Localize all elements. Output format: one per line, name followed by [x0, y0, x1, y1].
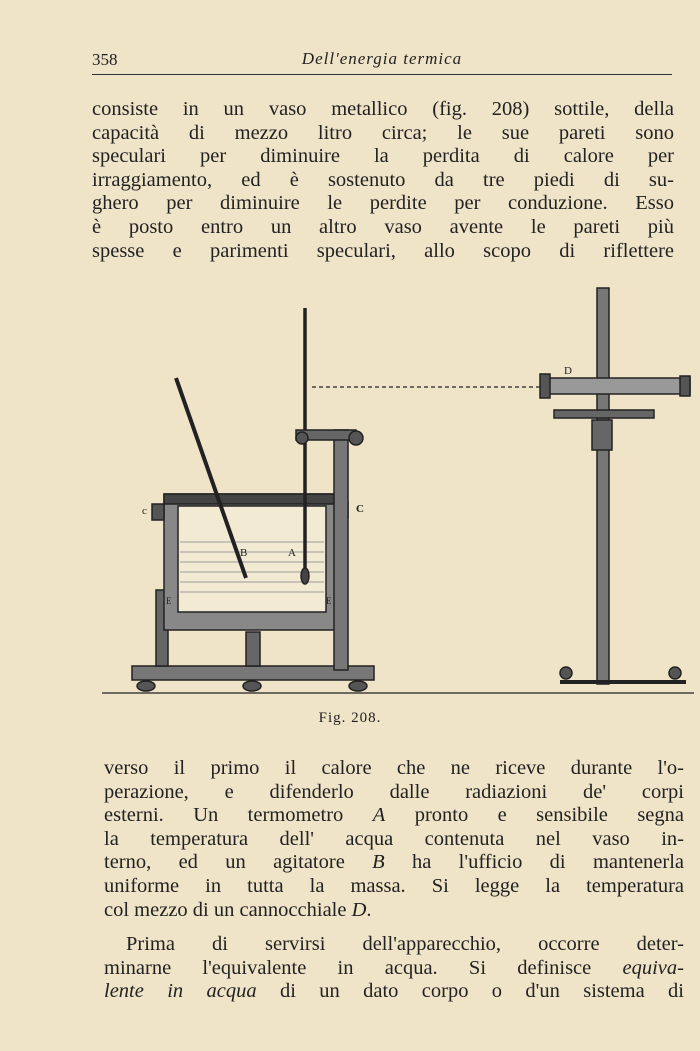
calorimeter-figure	[100, 280, 696, 700]
text-fragment: .	[366, 898, 372, 921]
text-line	[104, 957, 684, 981]
text-line: consiste in un vaso metallico (fig. 208) sottile, della	[92, 98, 674, 120]
page-number: 358	[92, 50, 118, 69]
term-in-acqua: lente in acqua	[104, 980, 257, 1003]
text-fragment: ha l'ufficio di mantenerla	[384, 851, 685, 874]
figure-caption: Fig. 208.	[318, 710, 382, 726]
telescope-tube	[544, 378, 690, 394]
text-fragment: minarne l'equivalente in acqua. Si definisce	[104, 956, 623, 979]
running-title: Dell'energia termica	[301, 49, 463, 68]
thermometer-bulb	[301, 568, 309, 584]
page-header	[92, 48, 672, 75]
label-c: c	[142, 505, 147, 517]
text-fragment: pronto e sensibile segna	[385, 804, 684, 827]
telescope-objective	[680, 376, 690, 396]
text-line: ghero per diminuire le perdite per conduzione. Esso	[92, 192, 674, 215]
text-line: è posto entro un altro vaso avente le pareti più	[92, 215, 674, 238]
foot-right	[349, 681, 367, 691]
clamp-knob-left	[296, 432, 308, 444]
label-E-left: E	[166, 596, 172, 606]
text-fragment: col mezzo di un cannocchiale	[104, 898, 352, 921]
label-D: D	[564, 365, 572, 377]
text-fragment: di un dato corpo o d'un sistema di	[256, 980, 685, 1003]
label-A: A	[288, 547, 296, 559]
text-line: irraggiamento, ed è sostenuto da tre piedi di su-	[92, 168, 674, 191]
symbol-D: D	[351, 898, 367, 921]
paragraph-3	[104, 933, 684, 1004]
foot-middle	[243, 681, 261, 691]
clamp-left	[152, 504, 164, 520]
label-C: C	[356, 503, 364, 515]
foot-knob-right	[669, 667, 681, 679]
text-line: speculari per diminuire la perdita di calore per	[92, 145, 674, 168]
outer-rim	[164, 494, 340, 504]
symbol-A: A	[372, 804, 386, 827]
text-line: la temperatura dell' acqua contenuta nel vaso in-	[104, 827, 684, 850]
symbol-B: B	[372, 851, 385, 874]
text-line: Prima di servirsi dell'apparecchio, occorre deter-	[126, 933, 684, 955]
leg-middle	[246, 632, 260, 666]
telescope-bracket	[554, 410, 654, 418]
clamp-knob	[349, 431, 363, 445]
thermometer-support	[334, 430, 348, 670]
label-E-right: E	[326, 596, 332, 606]
telescope-eyepiece	[540, 374, 550, 398]
text-line: spesse e parimenti speculari, allo scopo di riflettere	[92, 239, 674, 262]
term-equivalente: equiva-	[622, 956, 684, 979]
text-line: perazione, e difenderlo dalle radiazioni de' corpi	[104, 780, 684, 803]
pole-collar	[592, 420, 612, 450]
paragraph-1	[92, 98, 674, 263]
paragraph-2	[104, 757, 684, 922]
text-line	[104, 980, 684, 1004]
text-fragment: esterni. Un termometro	[104, 804, 373, 827]
text-line	[104, 899, 684, 923]
label-B: B	[240, 547, 248, 559]
text-line	[104, 851, 684, 875]
text-line: verso il primo il calore che ne riceve durante l'o-	[104, 757, 684, 779]
telescope-pole	[597, 288, 609, 684]
text-line	[104, 804, 684, 828]
text-fragment: terno, ed un agitatore	[104, 851, 373, 874]
foot-knob-left	[560, 667, 572, 679]
text-line: capacità di mezzo litro circa; le sue pareti sono	[92, 121, 674, 144]
foot-left	[137, 681, 155, 691]
text-line: uniforme in tutta la massa. Si legge la temperatura	[104, 874, 684, 897]
